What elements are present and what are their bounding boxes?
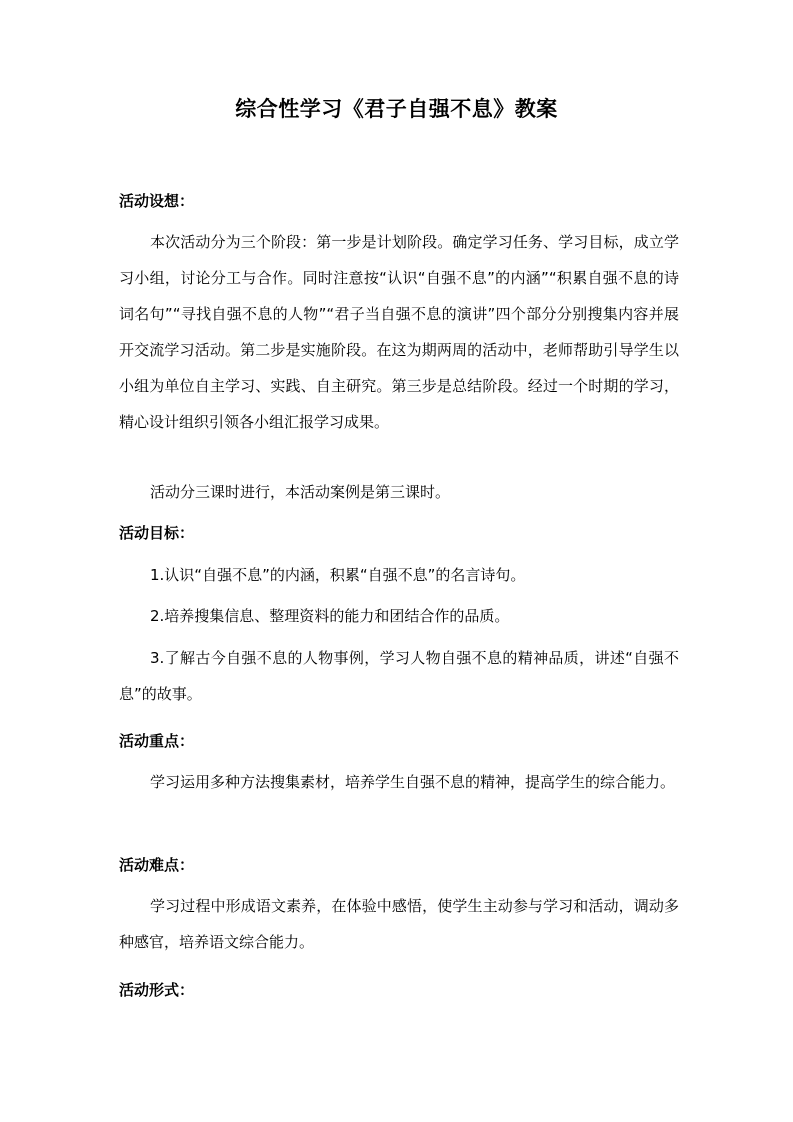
heading-activity-goals: 活动目标： bbox=[119, 524, 195, 542]
heading-difficulties: 活动难点： bbox=[119, 856, 195, 874]
document-title: 综合性学习《君子自强不息》教案 bbox=[235, 97, 558, 121]
paragraph-difficulties: 学习过程中形成语文素养，在体验中感悟，使学生主动参与学习和活动，调动多种感官，培养语文综合能力。 bbox=[119, 897, 679, 951]
goal-item-2: 2.培养搜集信息、整理资料的能力和团结合作的品质。 bbox=[150, 607, 510, 625]
heading-activity-design: 活动设想： bbox=[119, 192, 195, 210]
heading-activity-form: 活动形式： bbox=[119, 981, 195, 999]
goal-item-3: 3.了解古今自强不息的人物事例，学习人物自强不息的精神品质，讲述“自强不息”的故事。 bbox=[119, 649, 679, 703]
heading-key-points: 活动重点： bbox=[119, 732, 195, 750]
paragraph-activity-design: 本次活动分为三个阶段：第一步是计划阶段。确定学习任务、学习目标，成立学习小组，讨论分工与合作。同时注意按“认识“自强不息”的内涵”“积累自强不息的诗词名句”“寻找自强不息的人物”“君子当自强不息的演讲”四个部分分别搜集内容并展开交流学习活动。第二步是实施阶段。在这为期两周的活动中，老师帮助引导学生以小组为单位自主学习、实践、自主研究。第三步是总结阶段。经过一个时期的学习，精心设计组织引领各小组汇报学习成果。 bbox=[119, 233, 679, 431]
paragraph-class-hours: 活动分三课时进行，本活动案例是第三课时。 bbox=[150, 483, 451, 501]
goal-item-1: 1.认识“自强不息”的内涵，积累“自强不息”的名言诗句。 bbox=[150, 566, 526, 584]
paragraph-key-points: 学习运用多种方法搜集素材，培养学生自强不息的精神，提高学生的综合能力。 bbox=[150, 773, 676, 791]
